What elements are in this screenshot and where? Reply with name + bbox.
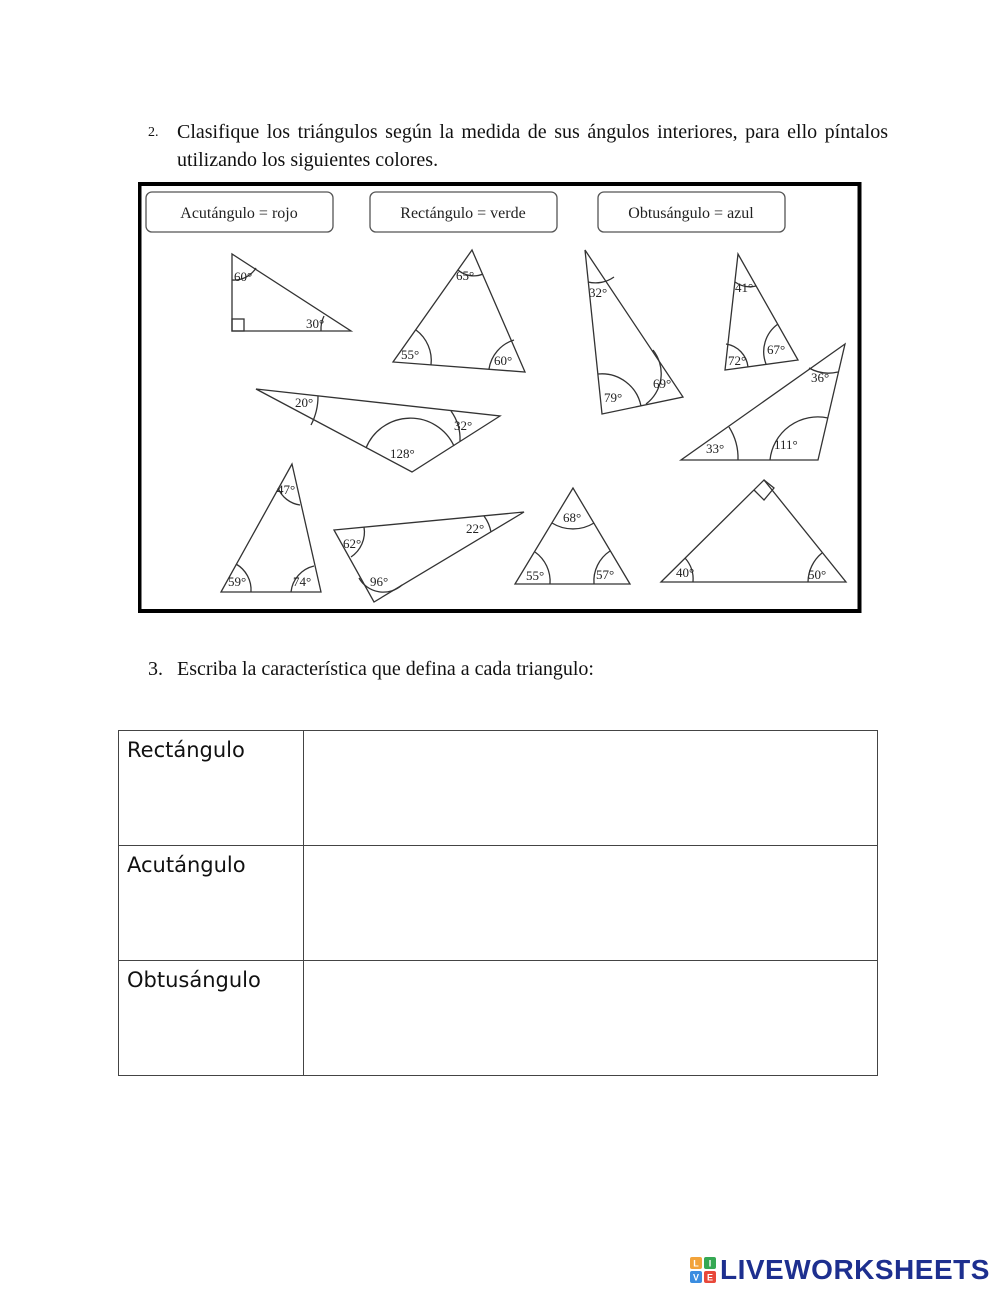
svg-text:E: E [706, 1272, 714, 1283]
triangle-3-angle-a: 32° [589, 285, 608, 300]
question-3-number: 3. [148, 658, 163, 680]
triangle-2-angle-a: 65° [456, 268, 475, 283]
svg-text:V: V [692, 1272, 700, 1283]
legend-obtusangulo [598, 192, 785, 232]
answer-acutangulo[interactable] [304, 846, 878, 961]
legend-obtusangulo-label: Obtusángulo = azul [628, 205, 754, 222]
row-label-obtusangulo: Obtusángulo [119, 961, 304, 1076]
triangle-8-angle-c: 96° [370, 574, 389, 589]
triangle-6-angle-b: 33° [706, 441, 725, 456]
liveworksheets-icon [690, 1257, 716, 1283]
triangle-10-angle-a: 40° [676, 565, 695, 580]
triangle-9-angle-c: 57° [596, 567, 615, 582]
answer-rectangulo[interactable] [304, 731, 878, 846]
triangle-7-angle-c: 74° [293, 574, 312, 589]
triangle-9[interactable] [515, 488, 630, 584]
triangle-1-angle-a: 60° [234, 269, 253, 284]
triangle-6[interactable] [681, 344, 845, 460]
triangle-8[interactable] [334, 512, 524, 602]
triangle-2[interactable] [393, 250, 525, 372]
triangle-9-angle-b: 55° [526, 568, 545, 583]
triangle-4-angle-c: 67° [767, 342, 786, 357]
figure-frame [140, 184, 860, 611]
triangle-1-angle-b: 30° [306, 316, 325, 331]
triangle-5-angle-b: 32° [454, 418, 473, 433]
triangle-7-angle-b: 59° [228, 574, 247, 589]
legend-acutangulo-label: Acutángulo = rojo [180, 205, 298, 222]
liveworksheets-logo [690, 1253, 990, 1287]
triangle-8-angle-a: 62° [343, 536, 362, 551]
triangle-4-angle-a: 41° [735, 280, 754, 295]
svg-text:L: L [693, 1258, 699, 1269]
triangle-5-angle-a: 20° [295, 395, 314, 410]
triangle-3-angle-b: 79° [604, 390, 623, 405]
question-2-number: 2. [148, 125, 159, 140]
triangle-6-angle-c: 111° [774, 437, 798, 452]
table-row [119, 961, 878, 1076]
answer-obtusangulo[interactable] [304, 961, 878, 1076]
row-label-rectangulo: Rectángulo [119, 731, 304, 846]
triangles-figure [138, 182, 862, 614]
triangle-4[interactable] [725, 254, 798, 370]
svg-text:I: I [708, 1258, 712, 1269]
question-3 [148, 655, 594, 683]
triangle-5[interactable] [256, 389, 500, 472]
question-2 [148, 118, 888, 174]
answers-table [118, 730, 878, 1076]
table-row [119, 846, 878, 961]
triangle-5-angle-c: 128° [390, 446, 415, 461]
question-3-text: Escriba la característica que defina a cada triangulo: [177, 658, 594, 680]
triangle-2-angle-b: 55° [401, 347, 420, 362]
triangle-3-angle-c: 69° [653, 376, 672, 391]
triangle-1[interactable] [232, 254, 351, 331]
table-row [119, 731, 878, 846]
triangle-10[interactable] [661, 480, 846, 582]
legend-acutangulo [146, 192, 333, 232]
triangle-6-angle-a: 36° [811, 370, 830, 385]
triangle-7[interactable] [221, 464, 321, 592]
triangle-4-angle-b: 72° [728, 353, 747, 368]
triangle-8-angle-b: 22° [466, 521, 485, 536]
triangle-10-angle-b: 50° [808, 567, 827, 582]
triangle-3[interactable] [585, 250, 683, 414]
triangle-7-angle-a: 47° [277, 482, 296, 497]
legend-rectangulo-label: Rectángulo = verde [400, 205, 526, 222]
triangle-2-angle-c: 60° [494, 353, 513, 368]
liveworksheets-wordmark: LIVEWORKSHEETS [720, 1254, 990, 1285]
row-label-acutangulo: Acutángulo [119, 846, 304, 961]
triangle-9-angle-a: 68° [563, 510, 582, 525]
question-2-text: Clasifique los triángulos según la medida de sus ángulos interiores, para ello píntalos utilizando los siguientes colores. [177, 121, 888, 171]
legend-rectangulo [370, 192, 557, 232]
